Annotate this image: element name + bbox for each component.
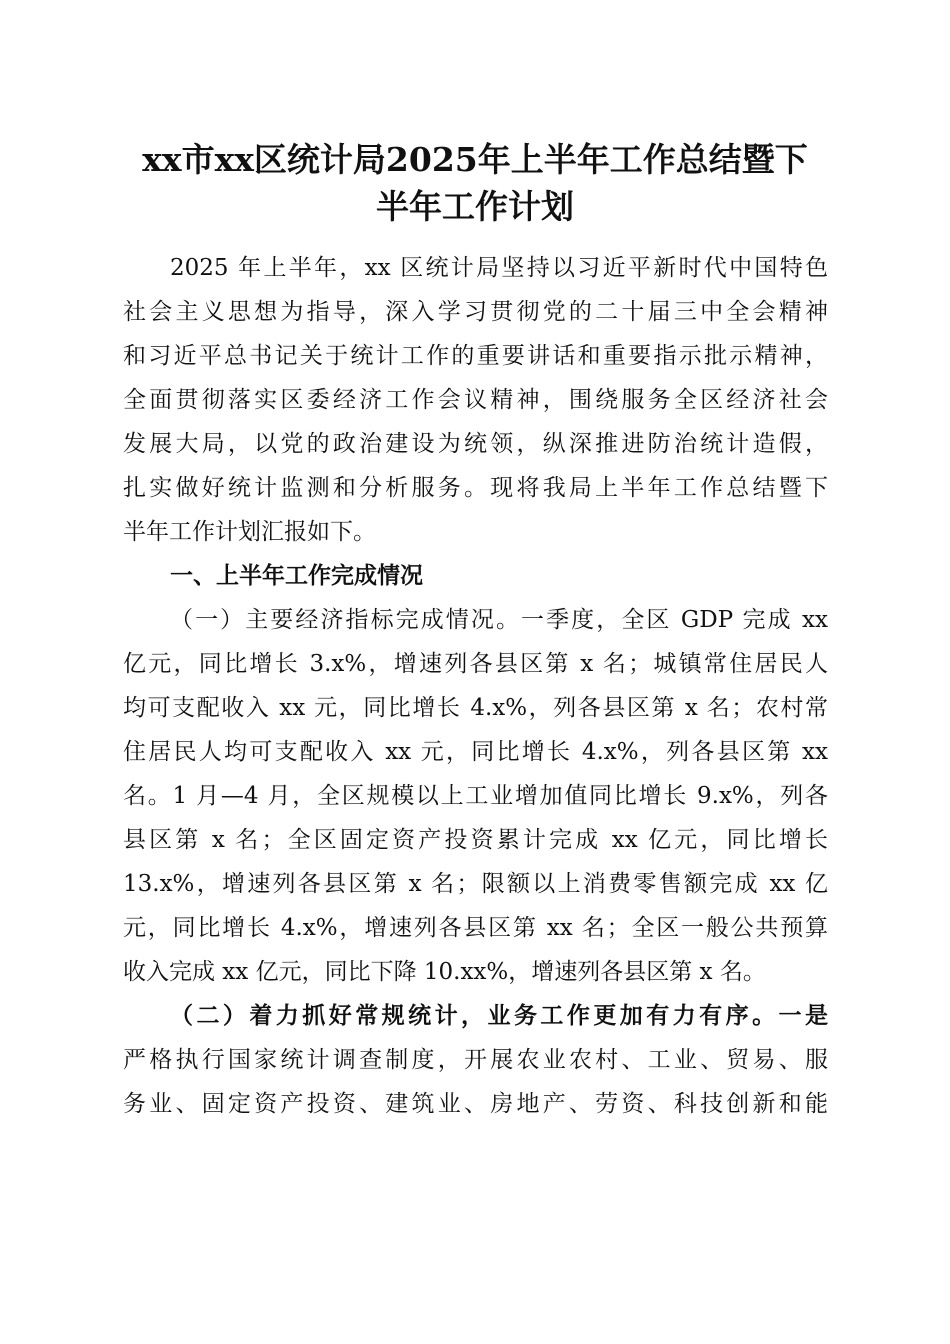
intro-line: 2025 年上半年，xx 区统计局坚持以习近平新时代中国特色 xyxy=(170,255,828,281)
intro-line: 扎实做好统计监测和分析服务。现将我局上半年工作总结暨下 xyxy=(123,475,828,501)
paragraph-line: （二）着力抓好常规统计，业务工作更加有力有序。一是 xyxy=(170,1002,828,1029)
paragraph-line: 严格执行国家统计调查制度，开展农业农村、工业、贸易、服 xyxy=(123,1047,828,1073)
intro-line: 和习近平总书记关于统计工作的重要讲话和重要指示批示精神， xyxy=(123,343,828,369)
intro-line: 社会主义思想为指导，深入学习贯彻党的二十届三中全会精神 xyxy=(123,299,828,325)
paragraph-line: 13.x%，增速列各县区第 x 名；限额以上消费零售额完成 xx 亿 xyxy=(123,871,828,897)
intro-line: 全面贯彻落实区委经济工作会议精神，围绕服务全区经济社会 xyxy=(123,387,828,413)
intro-line: 半年工作计划汇报如下。 xyxy=(123,519,376,545)
paragraph-line: 元，同比增长 4.x%，增速列各县区第 xx 名；全区一般公共预算 xyxy=(123,915,828,941)
paragraph-line: 亿元，同比增长 3.x%，增速列各县区第 x 名；城镇常住居民人 xyxy=(123,651,828,677)
section-heading: 一、上半年工作完成情况 xyxy=(170,563,423,589)
paragraph-line: 县区第 x 名；全区固定资产投资累计完成 xx 亿元，同比增长 xyxy=(123,827,828,853)
document-title-line-1: xx市xx区统计局2025年上半年工作总结暨下 xyxy=(142,140,808,179)
paragraph-line: 收入完成 xx 亿元，同比下降 10.xx%，增速列各县区第 x 名。 xyxy=(123,959,766,985)
paragraph-line: 务业、固定资产投资、建筑业、房地产、劳资、科技创新和能 xyxy=(123,1091,828,1117)
paragraph-line: 均可支配收入 xx 元，同比增长 4.x%，列各县区第 x 名；农村常 xyxy=(123,695,828,721)
intro-line: 发展大局，以党的政治建设为统领，纵深推进防治统计造假， xyxy=(123,431,828,457)
paragraph-line: （一）主要经济指标完成情况。一季度，全区 GDP 完成 xx xyxy=(170,607,828,633)
paragraph-line: 名。1 月—4 月，全区规模以上工业增加值同比增长 9.x%，列各 xyxy=(123,783,828,809)
paragraph-line: 住居民人均可支配收入 xx 元，同比增长 4.x%，列各县区第 xx xyxy=(123,739,828,765)
document-title-line-2: 半年工作计划 xyxy=(376,187,574,226)
